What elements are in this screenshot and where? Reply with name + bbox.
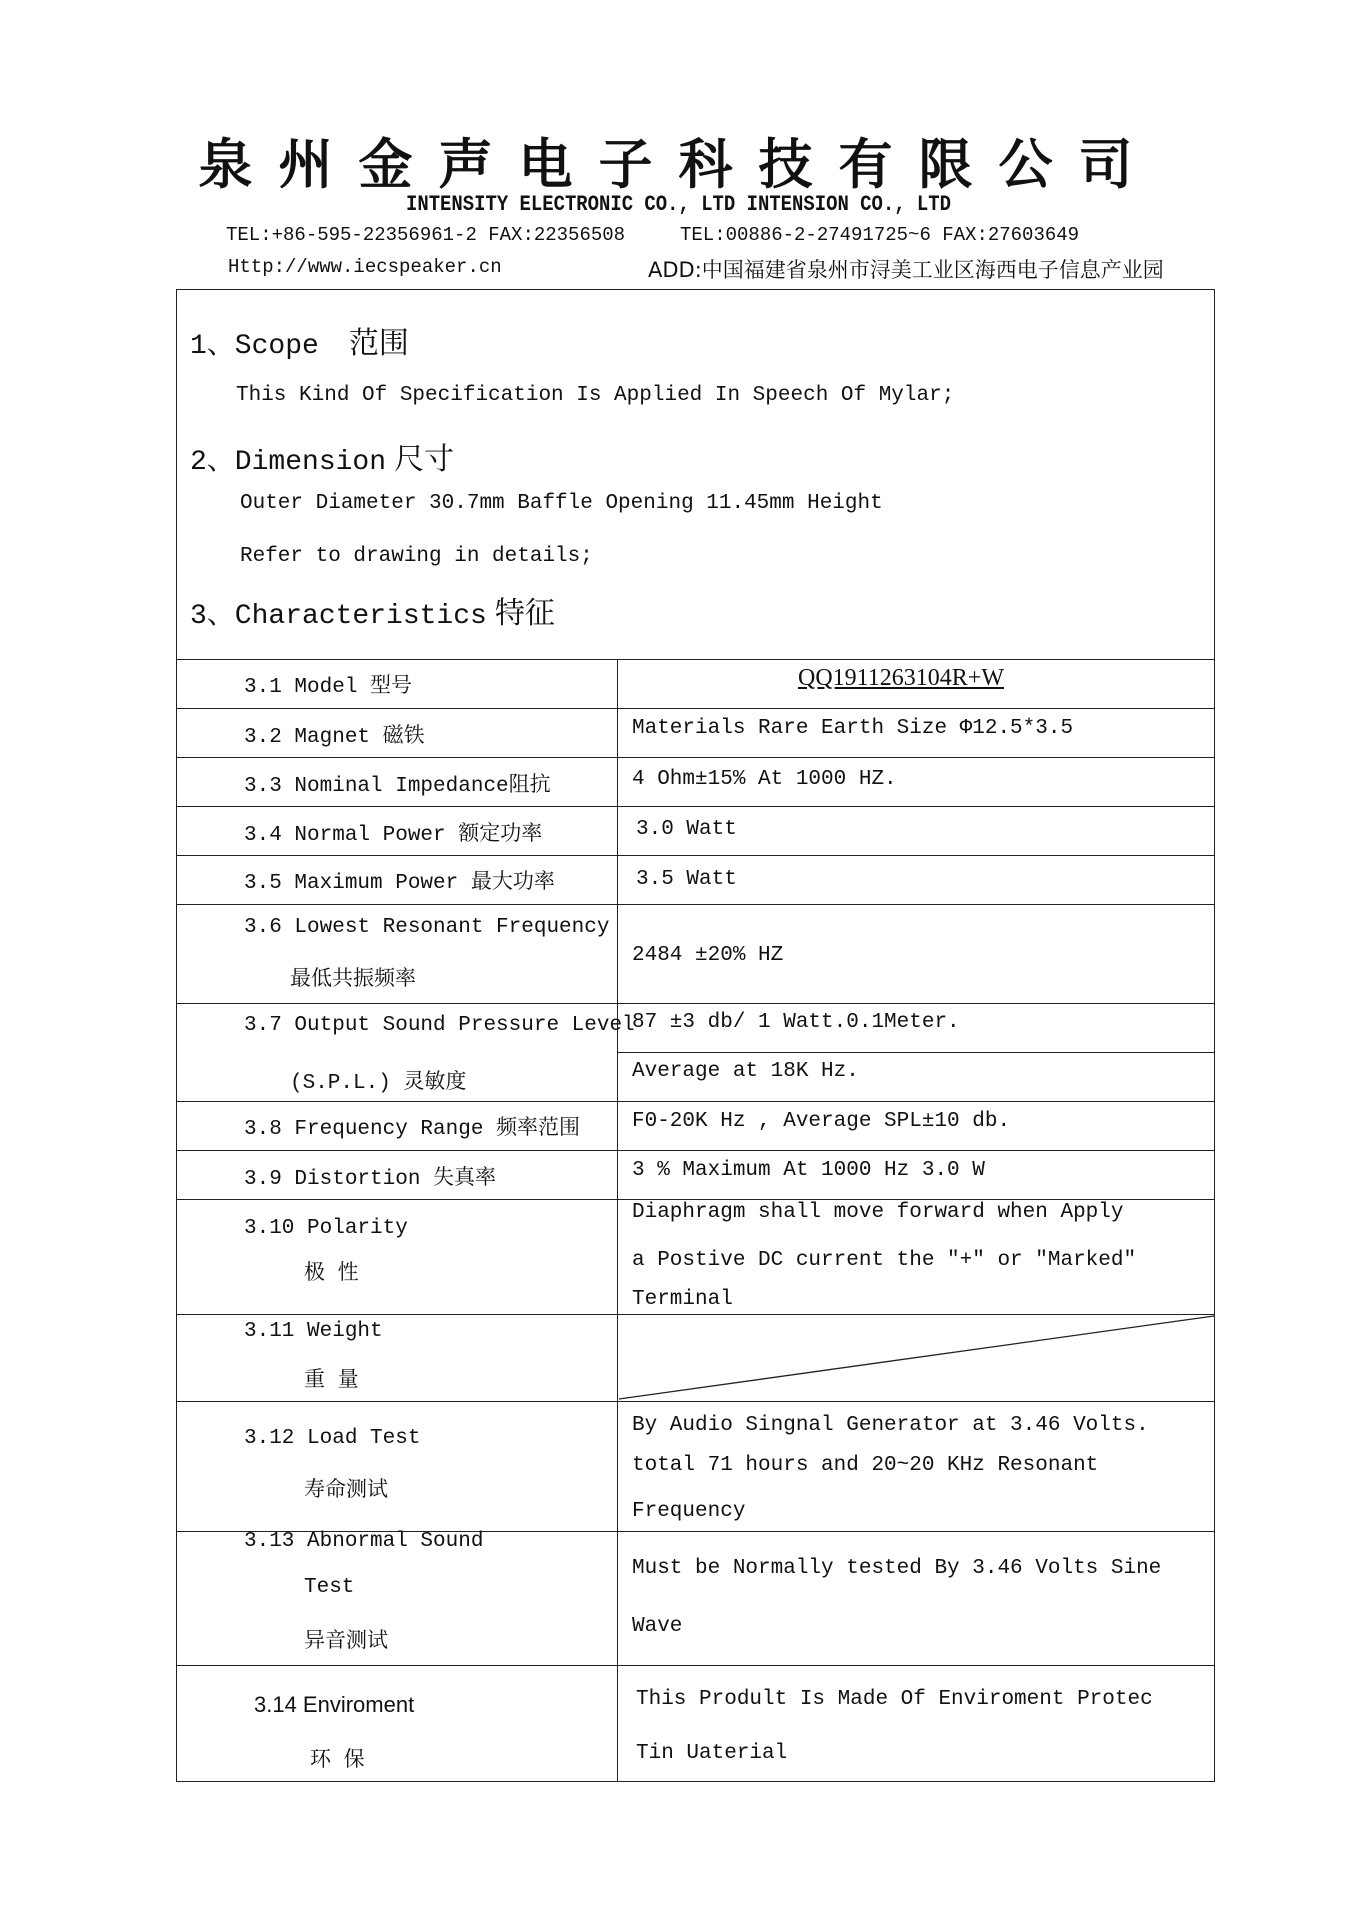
table-line	[176, 659, 1215, 660]
table-line	[176, 1150, 1215, 1151]
row-frequency-range-value: F0-20K Hz , Average SPL±10 db.	[632, 1110, 1011, 1133]
row-environment-cn: 环 保	[310, 1750, 365, 1773]
row-magnet-value: Materials Rare Earth Size Φ12.5*3.5	[632, 717, 1074, 740]
table-line	[176, 855, 1215, 856]
header-website: Http://www.iecspeaker.cn	[228, 256, 502, 278]
table-line	[176, 904, 1215, 905]
row-model-value: QQ1911263104R+W	[798, 665, 1004, 691]
row-spl-label: 3.7 Output Sound Pressure Level	[244, 1014, 635, 1037]
row-polarity-value-2: a Postive DC current the "+" or "Marked"	[632, 1249, 1137, 1272]
row-impedance-value: 4 Ohm±15% At 1000 HZ.	[632, 768, 897, 791]
row-polarity-cn: 极 性	[304, 1263, 359, 1286]
row-resonant-label: 3.6 Lowest Resonant Frequency	[244, 916, 610, 939]
header-tel-2: TEL:00886-2-27491725~6 FAX:27603649	[680, 224, 1080, 246]
row-normal-power-value: 3.0 Watt	[636, 818, 737, 841]
row-polarity-value-3: Terminal	[632, 1288, 733, 1311]
row-abnormal-sound-value-2: Wave	[632, 1615, 683, 1638]
row-model-label: 3.1 Model 型号	[244, 673, 413, 699]
table-line	[176, 1665, 1215, 1666]
header-tel-1: TEL:+86-595-22356961-2 FAX:22356508	[226, 224, 626, 246]
row-load-test-value-2: total 71 hours and 20~20 KHz Resonant	[632, 1454, 1099, 1477]
row-resonant-value: 2484 ±20% HZ	[632, 944, 784, 967]
row-environment-label: 3.14 Enviroment	[254, 1692, 415, 1717]
table-column-divider	[617, 659, 618, 1781]
row-frequency-range-label: 3.8 Frequency Range 频率范围	[244, 1115, 581, 1141]
company-name-cn: 泉州金声电子科技有限公司	[198, 132, 1159, 196]
row-distortion-label: 3.9 Distortion 失真率	[244, 1165, 497, 1191]
row-distortion-value: 3 % Maximum At 1000 Hz 3.0 W	[632, 1159, 985, 1182]
row-abnormal-sound-cn: 异音测试	[304, 1631, 388, 1654]
section-scope-title: 1、Scope 范围	[190, 326, 409, 362]
row-spl-label-2: (S.P.L.) 灵敏度	[290, 1069, 467, 1095]
table-line	[617, 1052, 1215, 1053]
row-resonant-cn: 最低共振频率	[290, 969, 416, 992]
company-name-en: INTENSITY ELECTRONIC CO., LTD INTENSION CO., LTD	[406, 192, 951, 217]
row-spl-value-2: Average at 18K Hz.	[632, 1060, 859, 1083]
row-max-power-value: 3.5 Watt	[636, 868, 737, 891]
row-environment-value-1: This Prodult Is Made Of Enviroment Protec	[636, 1688, 1153, 1711]
table-line	[176, 1401, 1215, 1402]
row-weight-label: 3.11 Weight	[244, 1320, 383, 1343]
dimension-text-2: Refer to drawing in details;	[240, 545, 593, 568]
table-line	[176, 806, 1215, 807]
row-abnormal-sound-label-2: Test	[304, 1576, 355, 1599]
dimension-text-1: Outer Diameter 30.7mm Baffle Opening 11.45mm Height	[240, 492, 883, 515]
row-abnormal-sound-value-1: Must be Normally tested By 3.46 Volts Sine	[632, 1557, 1162, 1580]
row-polarity-label: 3.10 Polarity	[244, 1217, 408, 1240]
row-impedance-label: 3.3 Nominal Impedance阻抗	[244, 772, 551, 798]
scope-text: This Kind Of Specification Is Applied In Speech Of Mylar;	[236, 384, 955, 407]
table-line	[176, 757, 1215, 758]
table-line	[176, 1199, 1215, 1200]
row-max-power-label: 3.5 Maximum Power 最大功率	[244, 869, 555, 895]
weight-diagonal-line	[617, 1314, 1215, 1401]
table-line	[176, 1003, 1215, 1004]
header-address: ADD:中国福建省泉州市浔美工业区海西电子信息产业园	[648, 258, 1164, 282]
row-weight-cn: 重 量	[304, 1370, 359, 1393]
row-load-test-label: 3.12 Load Test	[244, 1427, 421, 1450]
row-load-test-cn: 寿命测试	[304, 1480, 388, 1503]
row-load-test-value-3: Frequency	[632, 1500, 746, 1523]
row-environment-value-2: Tin Uaterial	[636, 1742, 788, 1765]
row-load-test-value-1: By Audio Singnal Generator at 3.46 Volts.	[632, 1414, 1149, 1437]
row-polarity-value-1: Diaphragm shall move forward when Apply	[632, 1201, 1124, 1224]
section-dimension-title: 2、Dimension 尺寸	[190, 442, 455, 478]
row-abnormal-sound-label: 3.13 Abnormal Sound	[244, 1530, 484, 1553]
row-spl-value-1: 87 ±3 db/ 1 Watt.0.1Meter.	[632, 1011, 960, 1034]
section-characteristics-title: 3、Characteristics 特征	[190, 596, 555, 632]
row-normal-power-label: 3.4 Normal Power 额定功率	[244, 821, 543, 847]
row-magnet-label: 3.2 Magnet 磁铁	[244, 723, 425, 749]
table-line	[176, 1101, 1215, 1102]
table-line	[176, 708, 1215, 709]
